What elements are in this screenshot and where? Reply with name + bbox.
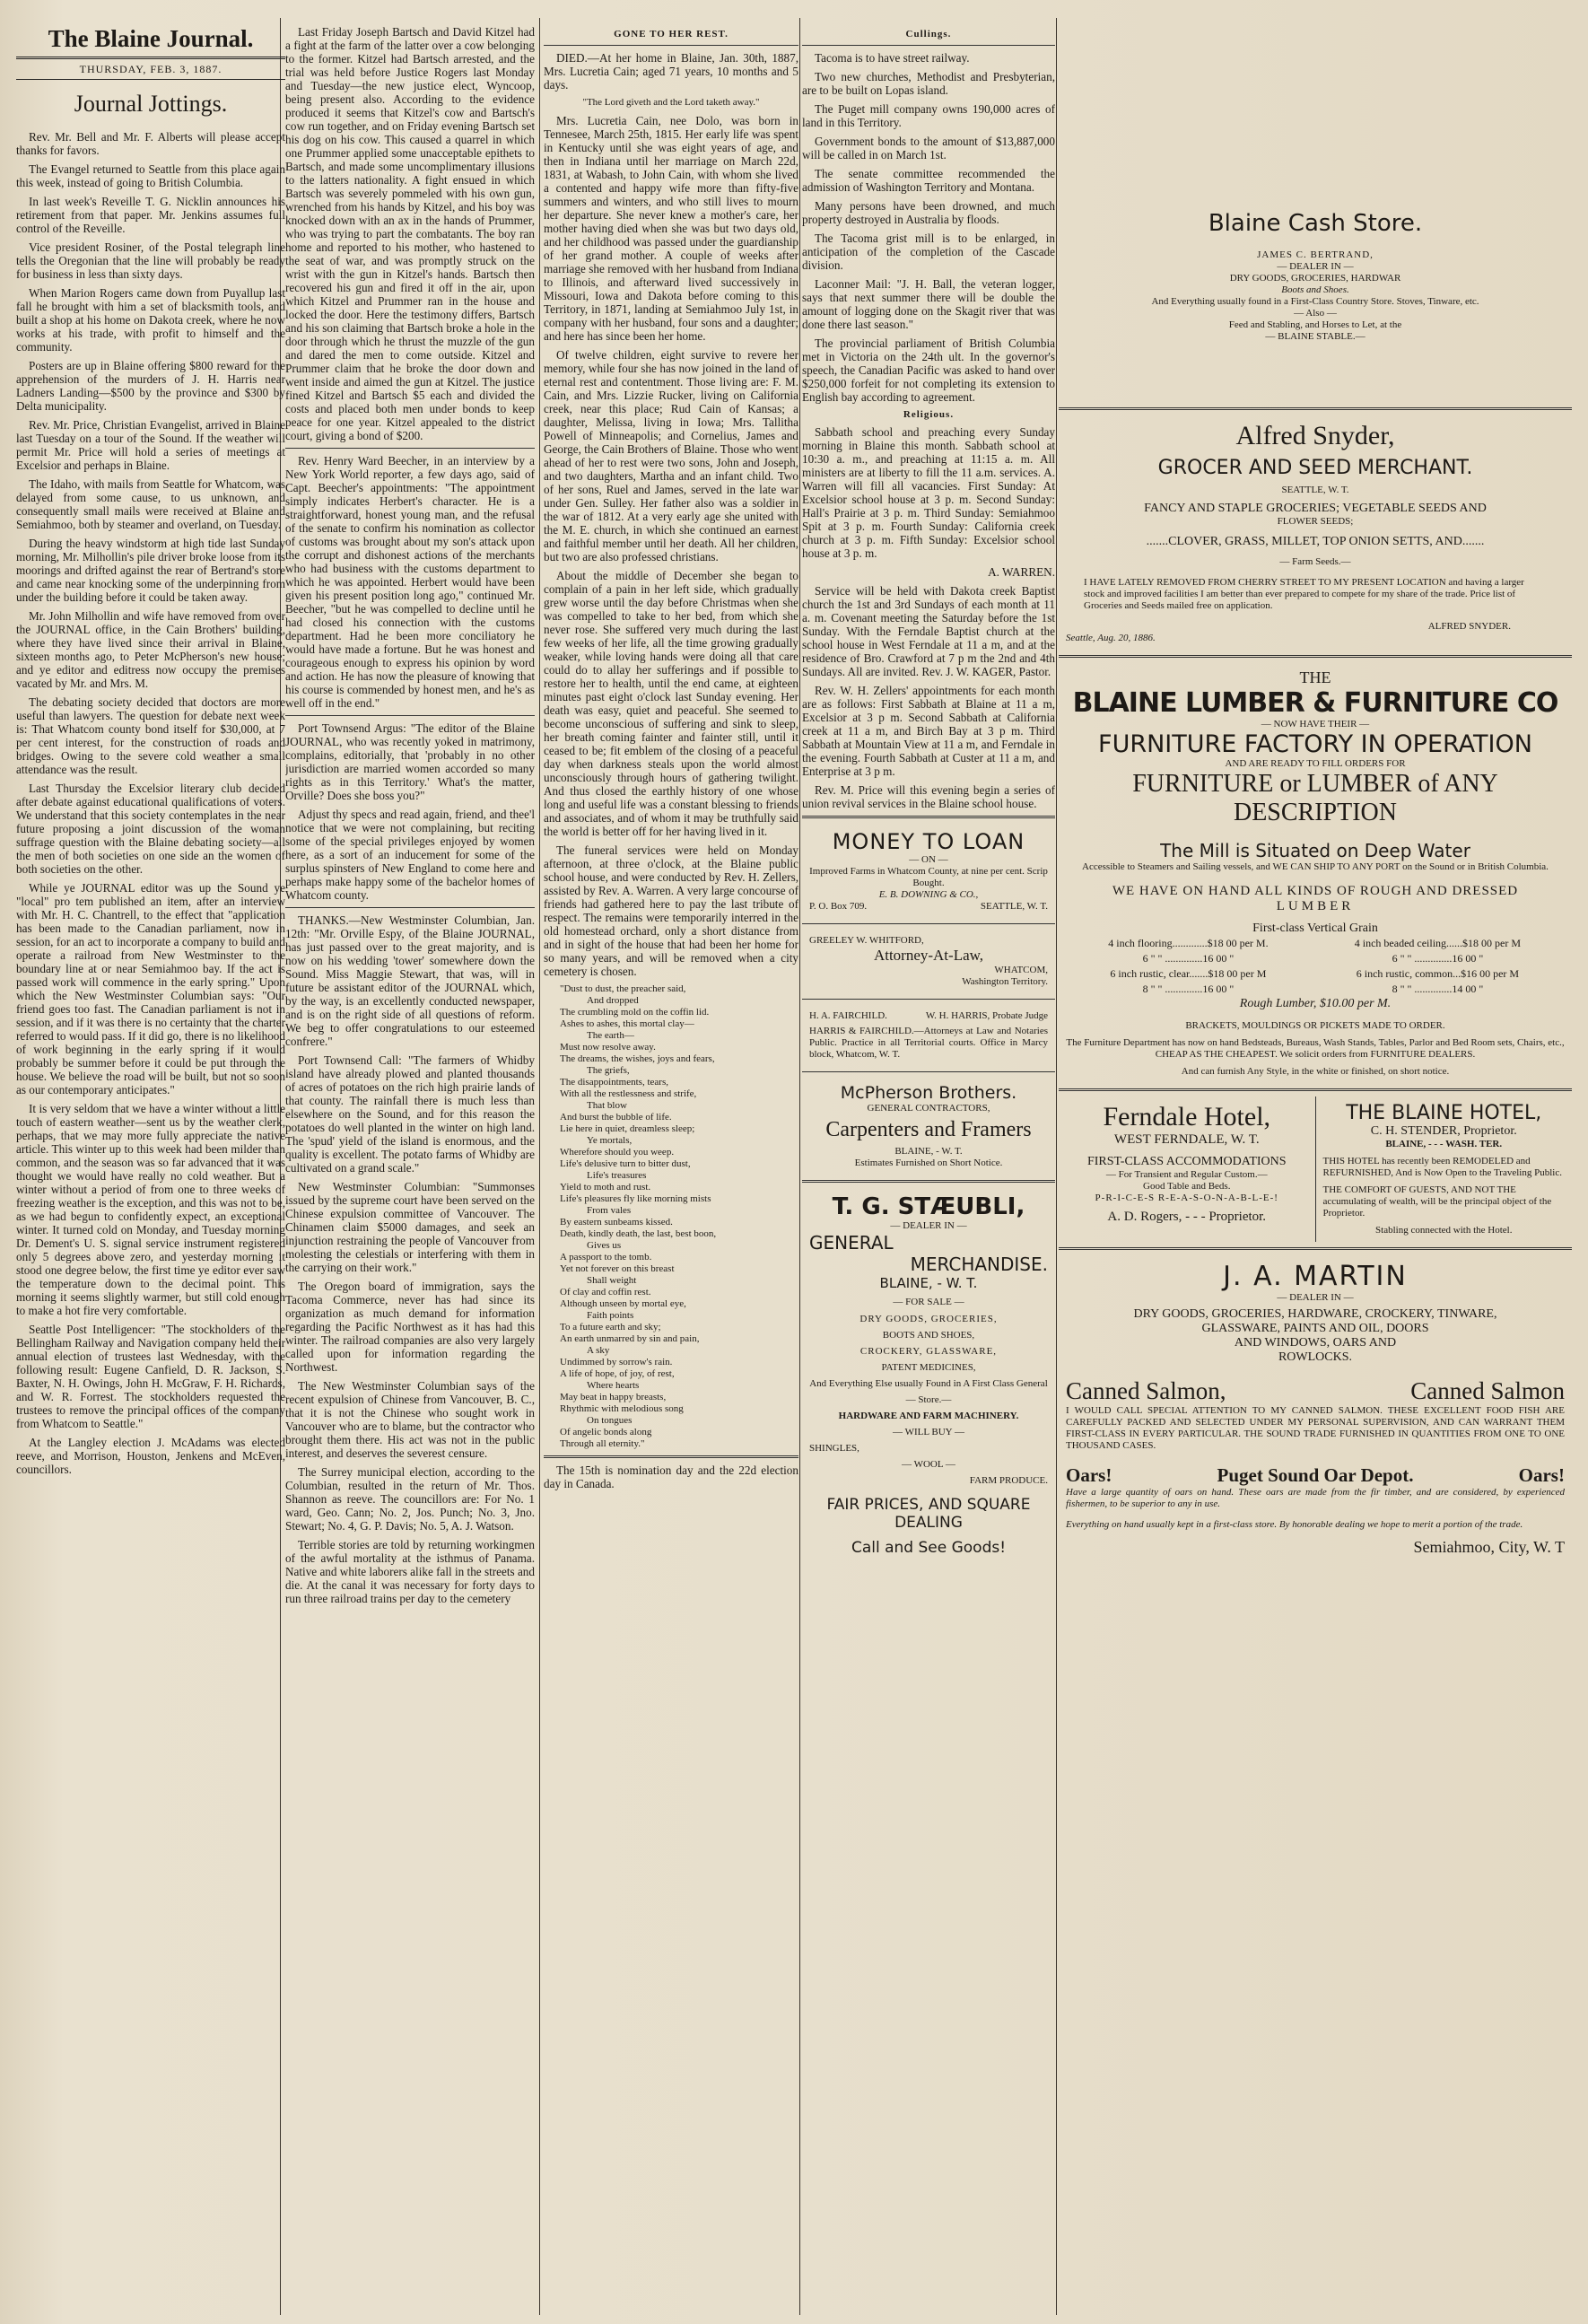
lumber-price-table: [1066, 936, 1565, 997]
cullings-heading: Cullings.: [905, 29, 952, 39]
column-rule: [799, 18, 800, 2315]
staeubli-tag: FAIR PRICES, AND SQUARE: [826, 1496, 1031, 1514]
poem-line: A sky: [587, 1345, 610, 1356]
culling: Two new churches, Methodist and Presbyterian, are to be built on Lopas island.: [802, 70, 1055, 97]
salmon-text: I WOULD CALL SPECIAL ATTENTION TO MY CANNED SALMON. THESE EXCELLENT FOOD FISH ARE CAREFULLY PACKED AND SELECTED UNDER MY PERSONAL SUPERVISION, AND CAN WARRANT THEM FIRST-CLASS IN EVERY PARTICULAR. THE SOUND TRADE FURNISHED IN QUANTITIES FROM ONE TO ONE THOUSAND CASES.: [1066, 1405, 1565, 1451]
staeubli-item: HARDWARE AND FARM MACHINERY.: [838, 1411, 1019, 1421]
religious-sign: A. WARREN.: [988, 565, 1055, 579]
poem-line: And burst the bubble of life.: [560, 1112, 672, 1123]
divider: [1059, 407, 1572, 410]
price-row: [1066, 966, 1565, 982]
item: New Westminster Columbian: "Summonses issued by the supreme court have been served on the Chinese expulsion committee of Vancouver. The Chinamen claim $5000 damages, and seek an injunction restraining the people of Vancouver from molesting the celestials or interfering with them in the carrying on their work.": [285, 1180, 535, 1274]
item: Rev. Mr. Price, Christian Evangelist, arrived in Blaine last Tuesday on a tour of the Sound. If the weather will permit Mr. Price will hold a series of meetings at Excelsior and perhaps in Blaine.: [16, 418, 285, 472]
divider: [802, 999, 1055, 1000]
mcpherson-trade: Carpenters and Framers: [825, 1118, 1032, 1141]
divider: [544, 1455, 798, 1458]
poem-line: From vales: [587, 1205, 632, 1216]
poem-line: Although unseen by mortal eye,: [560, 1298, 686, 1309]
poem-line: Life's delusive turn to bitter dust,: [560, 1158, 691, 1169]
martin-line: GLASSWARE, PAINTS AND OIL, DOORS: [1201, 1322, 1429, 1335]
loan-on: — ON —: [909, 854, 948, 865]
poem-line: A passport to the tomb.: [560, 1252, 652, 1262]
divider: [802, 923, 1055, 924]
price-row: [1066, 982, 1565, 997]
staeubli-line2: MERCHANDISE.: [910, 1254, 1048, 1275]
oars-right: Oars!: [1518, 1464, 1565, 1486]
cash-store-goods2: Boots and Shoes.: [1281, 284, 1349, 295]
obituary-para: Mrs. Lucretia Cain, nee Dolo, was born in Tennesee, March 25th, 1815. Her early life was spent in Kentucky until she was eight years of age, and then in Indiana until her marriage on March 22d, 1831, at Wabash, to John Cain, with whom she lived a contented and happy wife more than fifty-five summers and winters, and who still lives to mourn her departure. She never knew a mother's care, her mother having died when she was but two days old, and her childhood was passed under the guardianship of her grand mother. A couple of weeks after marriage she removed with her husband from Indiana to Illinois, and afterward lived successively in Missouri, Iowa and Dakota before coming to this Territory, in 1871, landing at Semiahmoo July 1st, in company with her husband, four sons and a daughter; and here has since been her home.: [544, 114, 798, 343]
lumber-grain: First-class Vertical Grain: [1252, 922, 1378, 935]
poem-line: The earth—: [587, 1030, 634, 1041]
fairchild-text: HARRIS & FAIRCHILD.—Attorneys at Law and Notaries Public. Practice in all Territorial courts. Office in Marcy block, Whatcom, W. T.: [809, 1026, 1048, 1060]
item: Port Townsend Call: "The farmers of Whidby island have already plowed and planted thousands of acres of potatoes on the rich high prairie lands of that county. The rainfall there is much less than elsewhere on the Sound, and for this reason the potatoes do well planted in the winter on high land. The 'spud' yield of the island is enormous, and the quality is excellent. The potato farms of Whidby are cultivated on a grand scale.": [285, 1053, 535, 1175]
staeubli-item: SHINGLES,: [809, 1443, 859, 1454]
mcpherson-sub: GENERAL CONTRACTORS,: [867, 1103, 990, 1114]
poem-line: To a future earth and sky;: [560, 1322, 661, 1332]
poem-line: "Dust to dust, the preacher said,: [560, 983, 686, 994]
whitford-title: Attorney-At-Law,: [873, 947, 984, 964]
cash-store-dealer: — DEALER IN —: [1277, 261, 1354, 272]
price-cell: 6 inch rustic, common...$16 00 per M: [1356, 967, 1520, 980]
cash-store-line: And Everything usually found in a First-Class Country Store. Stoves, Tinware, etc.: [1151, 296, 1479, 307]
staeubli-city: BLAINE, - W. T.: [879, 1275, 978, 1291]
item: Rev. Mr. Bell and Mr. F. Alberts will please accept thanks for favors.: [16, 130, 285, 157]
cash-store-stable: — BLAINE STABLE.—: [1265, 331, 1366, 342]
ferndale-place: WEST FERNDALE, W. T.: [1113, 1132, 1260, 1147]
column-rule: [1056, 18, 1057, 2315]
martin-line: DRY GOODS, GROCERIES, HARDWARE, CROCKERY, TINWARE,: [1133, 1307, 1497, 1321]
poem-line: The dreams, the wishes, joys and fears,: [560, 1053, 715, 1064]
ferndale-ad: [1059, 1096, 1316, 1242]
column-3: [544, 25, 798, 2311]
cash-store-goods: DRY GOODS, GROCERIES, HARDWAR: [1229, 273, 1401, 284]
poem-line: Rhythmic with melodious song: [560, 1403, 684, 1414]
culling: The senate committee recommended the admission of Washington Territory and Montana.: [802, 167, 1055, 194]
masthead-date: THURSDAY, FEB. 3, 1887.: [16, 63, 285, 80]
blaine-hotel-ad: [1316, 1096, 1573, 1242]
poem-line: That blow: [587, 1100, 627, 1111]
item: The Oregon board of immigration, says the Tacoma Commerce, never has had since its organization as much demand for information regarding the Pacific Northwest as it has had this winter. The railroad companies are also very largely called upon for information regarding the Northwest.: [285, 1280, 535, 1374]
ferndale-prices: P-R-I-C-E-S R-E-A-S-O-N-A-B-L-E-!: [1095, 1193, 1278, 1203]
masthead-title: The Blaine Journal.: [16, 25, 285, 59]
divider: [285, 448, 535, 449]
item: It is very seldom that we have a winter without a little touch of eastern weather—sent us by the weather clerk, perhaps, that we may more fully appreciate the native article. This winter up to this week had been milder than common, and the season was so far advanced that it was thought we would have really no cold weather. But a winter without a period of from one to three weeks of freezing weather is the exception, and this was not to be, as we had begun to confidently expect, an exceptional winter. It turned cold on Monday, and Tuesday morning Dr. Dement's U. S. signal service instrument registered only 5 degrees above zero, and yesterday morning it stood one degree below, the first time ye editor ever saw the temperature down to the decimal point. This morning it seems slightly warmer, but still cold enough to make a hot fire very comfortable.: [16, 1102, 285, 1317]
divider: [802, 1180, 1055, 1183]
snyder-ad: [1059, 415, 1572, 650]
poem-line: Ye mortals,: [587, 1135, 633, 1146]
poem-line: With all the restlessness and strife,: [560, 1088, 697, 1099]
culling: The Tacoma grist mill is to be enlarged, in anticipation of the completion of the Cascade division.: [802, 232, 1055, 272]
poem-line: Wherefore should you weep.: [560, 1147, 675, 1158]
poem-line: Gives us: [587, 1240, 622, 1251]
cash-store-owner: JAMES C. BERTRAND,: [1257, 249, 1374, 260]
culling: The provincial parliament of British Columbia met in Victoria on the 24th ult. In the governor's speech, the Canadian Pacific was asked to hand over $250,000 forfeit for not completing its extension to English bay according to agreement.: [802, 336, 1055, 404]
loan-box: P. O. Box 709.: [809, 901, 868, 912]
poem-line: Of angelic bonds along: [560, 1427, 652, 1437]
divider: [1059, 655, 1572, 658]
obituary-para: The funeral services were held on Monday afternoon, at three o'clock, at the Blaine public school house, and were conducted by Rev. H. Zellers, assisted by Rev. A. Warren. A very large concourse of friends had gathered here to pay the last tribute of respect. The remains were temporarily interred in the old homestead orchard, only a short distance from and in sight of the house that had been her home for so many years, and will be removed when a city cemetery is chosen.: [544, 843, 798, 978]
column-5-ads: [1059, 25, 1572, 2311]
footer-note: The 15th is nomination day and the 22d election day in Canada.: [544, 1463, 798, 1490]
religious-item: Sabbath school and preaching every Sunday morning in Blaine this month. Sabbath school at 10:30 a. m., and preaching at 11:15 a. m. All ministers are at liberty to fill the 11 a.m. services. A. Warren will fill all vacancies. First Sunday: At Excelsior school house at 3 p. m. Second Sunday: Hall's Prairie at 3 p. m. Third Sunday: Semiahmoo Spit at 3 p. m. Fourth Sunday: California creek church at 3 p. m. Fifth Sunday: Excelsior school house at 3 p. m.: [802, 425, 1055, 560]
poem-line: The crumbling mold on the coffin lid.: [560, 1007, 710, 1018]
cash-store-feed: Feed and Stabling, and Horses to Let, at the: [1228, 319, 1402, 330]
martin-name: J. A. MARTIN: [1223, 1261, 1408, 1292]
column-4: [802, 25, 1055, 2311]
religious-item: Rev. M. Price will this evening begin a series of union revival services in the Blaine school house.: [802, 783, 1055, 810]
lumber-word: LUMBER: [1276, 899, 1355, 913]
religious-item: Service will be held with Dakota creek Baptist church the 1st and 3rd Sundays of each month at 11 a. m. Covenant meeting the Saturday before the 1st Sunday. With the Ferndale Baptist church at the school house in West Ferndale at 11 a m, and at the residence of Bro. Crawford at 7 p m the 2nd and 4th Sundays. All are invited. Rev. J. W. KAGER, Pastor.: [802, 584, 1055, 678]
divider: [285, 715, 535, 716]
fairchild-left: H. A. FAIRCHILD.: [809, 1010, 887, 1021]
item: In last week's Reveille T. G. Nicklin announces his retirement from that paper. Mr. Jenkins assumes full control of the Reveille.: [16, 195, 285, 235]
whitford-city: WHATCOM,: [994, 965, 1048, 975]
fairchild-right: W. H. HARRIS, Probate Judge: [925, 1010, 1048, 1021]
lumber-now: — NOW HAVE THEIR —: [1261, 719, 1370, 730]
divider: [1059, 1088, 1572, 1091]
poem-line: Ashes to ashes, this mortal clay—: [560, 1018, 694, 1029]
item: Terrible stories are told by returning workingmen of the awful mortality at the isthmus of Panama. Native and white laborers alike fall in the streets and die. At the canal it was necessary for forty days to run three railroad trains per day to the cemetery: [285, 1538, 535, 1605]
loan-firm: E. B. DOWNING & CO.,: [878, 889, 979, 900]
obituary-para: Of twelve children, eight survive to revere her memory, while four she has now joined in the land of eternal rest and contentment. Those living are: F. M. Cain, and Mrs. Lizzie Rucker, living on California creek, near this place; Rud Cain of Kansas; a daughter, Melissa, living in Iowa; Mrs. Tallitha Powell of Minneapolis; and Cornelius, James and George, the Cain Brothers of Blaine. Those who went ahead of her to rest were two sons, John and Joseph, and two daughters, Martha and an infant child. Two of her sons, Ruel and James, served in the late war under Gen. Sulley. Her father also was a soldier in the war of 1812. At a very early age she united with the M. E. church, in which she continued an earnest and faithful member until her death. All her children, but two are also professed christians.: [544, 348, 798, 564]
staeubli-tag: DEALING: [894, 1514, 963, 1532]
divider: [802, 1071, 1055, 1072]
item: Last Friday Joseph Bartsch and David Kitzel had a fight at the farm of the latter over a cow belonging to the former. Kitzel had Bartsch arrested, and the trial was held before Justice Rogers last Monday and Tuesday—the new justice elect, Wyncoop, being present also. According to the evidence produced it seems that Kitzel's cow and Bartsch's cow run together, and on Friday evening Bartsch set his dog on his cow. This caused a quarrel in which one Prummer applied some unacceptable epithets to Bartsch, and made some uncomplimentary illusions to the latters nationality. A fight ensued in which Bartsch was severely pommeled with his own gun, wrenched from his hands by Kitzel, and his boy was knocked down with an ax in the hands of Prummer, who was trying to part the combatants. The boy ran home and reported to his mother, who hastened to the seat of war, and was promptly struck on the wrist with the gun in Kitzel's hands. Bartsch then recovered his gun and fired it off in the air, upon which Kitzel and Prummer ran in the house and locked the door. Here the testimony differs, Bartsch and his son claiming that Bartsch broke a hole in the door through which he thrust the muzzle of the gun and dared the men to come outside. Kitzel and Prummer claim that he broke the door down and went inside and aimed the gun at Kitzel. The justice fined Kitzel and Bartsch $5 each and divided the costs and placed both men under bonds to keep peace for one year. Kitzel appealed to the district court, giving a bond of $200.: [285, 25, 535, 442]
staeubli-line1: GENERAL: [809, 1232, 894, 1254]
blaine-hotel-name: THE BLAINE HOTEL,: [1346, 1102, 1542, 1124]
section-title: Journal Jottings.: [74, 91, 228, 117]
cash-store-also: — Also —: [1294, 308, 1337, 319]
price-cell: 6 " " ..............16 00 ": [1142, 952, 1235, 965]
lumber-access: Accessible to Steamers and Sailing vessels, and WE CAN SHIP TO ANY PORT on the Sound or in British Columbia.: [1082, 861, 1549, 872]
lumber-factory: FURNITURE FACTORY IN OPERATION: [1098, 730, 1532, 758]
poem-line: Death, kindly death, the last, best boon,: [560, 1228, 717, 1239]
ferndale-prop: A. D. Rogers, - - - Proprietor.: [1107, 1210, 1267, 1224]
ferndale-table: Good Table and Beds.: [1143, 1181, 1231, 1192]
staeubli-ad: [802, 1188, 1055, 1562]
divider: [1059, 1247, 1572, 1250]
divider: [802, 816, 1055, 818]
poem-line: Of clay and coffin rest.: [560, 1287, 651, 1297]
mcpherson-note: Estimates Furnished on Short Notice.: [854, 1158, 1003, 1168]
ferndale-acc: FIRST-CLASS ACCOMMODATIONS: [1086, 1155, 1287, 1168]
ferndale-transient: — For Transient and Regular Custom.—: [1105, 1169, 1268, 1180]
cash-store-ad: [1059, 205, 1572, 348]
lumber-furniture: The Furniture Department has now on hand Bedsteads, Bureaus, Wash Stands, Tables, Parlor and Bed Room sets, Chairs, etc., CHEAP AS THE CHEAPEST. We solicit orders from FURNITURE DEALERS.: [1066, 1037, 1565, 1060]
item: THANKS.—New Westminster Columbian, Jan. 12th: "Mr. Orville Espy, of the Blaine JOURNAL, has just passed over to the great majority, and is now on his wedding 'tower' somewhere down the Sound. Miss Maggie Stewart, that was, will in future be assistant editor of the JOURNAL which, by the way, is an excellently conducted newspaper, and is on the right side of all questions of reform. We beg to offer congratulations to our esteemed confrere.": [285, 913, 535, 1048]
poem-line: The griefs,: [587, 1065, 630, 1076]
poem-line: May beat in happy breasts,: [560, 1392, 667, 1402]
lumber-desc: FURNITURE or LUMBER of ANY DESCRIPTION: [1132, 770, 1498, 826]
snyder-city: SEATTLE, W. T.: [1281, 485, 1349, 495]
item: Vice president Rosiner, of the Postal telegraph line tells the Oregonian that the line will probably be ready for business in less than sixty days.: [16, 240, 285, 281]
martin-line: ROWLOCKS.: [1278, 1350, 1353, 1364]
divider: [802, 45, 1055, 46]
snyder-line4: — Farm Seeds.—: [1279, 556, 1351, 567]
lumber-style: And can furnish Any Style, in the white or finished, on short notice.: [1181, 1066, 1450, 1077]
oars-mid: Puget Sound Oar Depot.: [1217, 1464, 1414, 1486]
culling: The Puget mill company owns 190,000 acres of land in this Territory.: [802, 102, 1055, 129]
martin-ad: [1059, 1255, 1572, 1562]
item: Last Thursday the Excelsior literary club decided after debate against educational qualifications of voters. We understand that this society contemplates in the near future proposing a joint discussion of the woman suffrage question with the Blaine debating society—all the men of both societies on one side an the women of both societies on the other.: [16, 782, 285, 876]
column-1: [16, 25, 285, 2311]
staeubli-item: And Everything Else usually Found in A First Class General: [809, 1378, 1048, 1389]
column-2: [285, 25, 535, 2311]
lumber-name: BLAINE LUMBER & FURNITURE CO: [1072, 687, 1558, 719]
mcpherson-ad: [802, 1078, 1055, 1175]
martin-everything: Everything on hand usually kept in a first-class store. By honorable dealing we hope to merit a portion of the trade.: [1066, 1519, 1523, 1530]
blaine-hotel-note: THIS HOTEL has recently been REMODELED and REFURNISHED, And is Now Open to the Traveling Public.: [1322, 1156, 1562, 1178]
culling: Many persons have been drowned, and much property destroyed in Australia by floods.: [802, 199, 1055, 226]
whitford-territory: Washington Territory.: [962, 976, 1048, 987]
poem-line: Lie here in quiet, dreamless sleep;: [560, 1123, 695, 1134]
culling: Laconner Mail: "J. H. Ball, the veteran logger, says that next summer there will be double the amount of logging done on the Skagit river that was done there last season.": [802, 277, 1055, 331]
item: While ye JOURNAL editor was up the Sound ye "local" pro tem published an item, after an interview with Mr. H. C. Chantrell, to the effect that "application has been made to the Canadian parliament, now in session, for an act to incorporate a company to build and operate a railroad from New Westminster to the boundary line at or near Semiahmoo bay. If the act is passed work will commence in the early spring." Upon which the New Westminster Columbian says: "Our friend goes too fast. The Canadian parliament is not in session, and if it was there is no certainty that the charter referred to would pass. If it did go, there is no likelihood of work beginning in the early spring if it would probably be summer before it could be put through the house. We believe the road will be built, but not so soon as our contemporary anticipates.": [16, 881, 285, 1096]
blaine-hotel-prop: C. H. STENDER, Proprietor.: [1370, 1124, 1517, 1138]
poem-line: Where hearts: [587, 1380, 640, 1391]
snyder-line3: .......CLOVER, GRASS, MILLET, TOP ONION SETTS, AND.......: [1146, 535, 1485, 548]
poem-line: Undimmed by sorrow's rain.: [560, 1357, 673, 1367]
item: Posters are up in Blaine offering $800 reward for the apprehension of the murders of J. H. Harris near Ladners Landing—$500 by the province and $300 by Delta municipality.: [16, 359, 285, 413]
loan-line: Improved Farms in Whatcom County, at nine per cent. Scrip Bought.: [809, 866, 1048, 888]
price-cell: 8 " " ..............16 00 ": [1142, 983, 1235, 995]
item: At the Langley election J. McAdams was elected reeve, and Morrison, Houston, Jenkens and McEven, councillors.: [16, 1436, 285, 1476]
staeubli-item: — WOOL —: [902, 1459, 955, 1470]
lumber-the: THE: [1299, 668, 1331, 686]
loan-city: SEATTLE, W. T.: [980, 901, 1048, 912]
religious-heading: Religious.: [903, 409, 955, 420]
poem-line: And dropped: [587, 995, 639, 1006]
snyder-name: Alfred Snyder,: [1235, 421, 1395, 450]
whitford-ad: [802, 930, 1055, 993]
lumber-hand: WE HAVE ON HAND ALL KINDS OF ROUGH AND DRESSED: [1112, 884, 1519, 898]
item: The debating society decided that doctors are more useful than lawyers. The question for debate next week is: That Whatcom county bond itself for $30,000, at 7 per cent interest, for the construction of roads and bridges. Owing to the severe cold weather a small attendance was the result.: [16, 695, 285, 776]
item: The New Westminster Columbian says of the recent expulsion of Chinese from Vancouver, B. C., that it is not the Chinese who sought work in Vancouver who are to blame, but the contractor who brought them there. His act was not in the public interest, and deserves the severest censure.: [285, 1379, 535, 1460]
snyder-title: GROCER AND SEED MERCHANT.: [1157, 457, 1473, 479]
divider: [285, 907, 535, 908]
poem-line: Faith points: [587, 1310, 634, 1321]
poem: [544, 983, 798, 1450]
price-cell: 4 inch beaded ceiling......$18 00 per M: [1354, 937, 1522, 949]
snyder-line1: FANCY AND STAPLE GROCERIES; VEGETABLE SEEDS AND: [1144, 502, 1487, 515]
snyder-date: Seattle, Aug. 20, 1886.: [1066, 633, 1156, 643]
poem-line: Must now resolve away.: [560, 1042, 656, 1053]
martin-line: AND WINDOWS, OARS AND: [1234, 1336, 1397, 1350]
blaine-hotel-stable: Stabling connected with the Hotel.: [1375, 1225, 1513, 1236]
item: Seattle Post Intelligencer: "The stockholders of the Bellingham Railway and Navigation company held their annual election of trustees last Wednesday, with the following result: Eugene Canfield, D. R. Jackson, S. Baxter, N. H. Owings, John H. McGraw, F. H. Richards, and W. R. Forrest. The stockholders requested the trustees to remove the principal offices of the company from Whatcom to Seattle.": [16, 1323, 285, 1430]
loan-title: MONEY TO LOAN: [832, 829, 1025, 854]
item: Port Townsend Argus: "The editor of the Blaine JOURNAL, who was recently yoked in matrimony, complains, editorially, that 'probably in no other jurisdiction are married women accorded so many rights as in this Territory.' What's the matter, Orville? Does she boss you?": [285, 721, 535, 802]
poem-line: An earth unmarred by sin and pain,: [560, 1333, 700, 1344]
snyder-sign: ALFRED SNYDER.: [1427, 621, 1511, 632]
col1-body: [16, 130, 285, 1476]
lumber-brackets: BRACKETS, MOULDINGS OR PICKETS MADE TO ORDER.: [1185, 1020, 1445, 1031]
poem-line: On tongues: [587, 1415, 633, 1426]
religious-item: Rev. W. H. Zellers' appointments for each month are as follows: First Sabbath at Blaine at 11 a m, Excelsior at 3 p m. Second Sabbath at California creek at 11 a m, and Birch Bay at 3 p m. Third Sabbath at Mountain View at 11 a m, and Ferndale in the evening. Fourth Sabbath at Custer at 11 a m, and Enterprise at 3 p m.: [802, 684, 1055, 778]
fairchild-ad: [802, 1005, 1055, 1066]
staeubli-dealer: — DEALER IN —: [890, 1220, 967, 1231]
culling: Tacoma is to have street railway.: [815, 51, 970, 65]
price-cell: 6 " " ..............16 00 ": [1392, 952, 1484, 965]
blaine-hotel-city: BLAINE, - - - WASH. TER.: [1385, 1139, 1503, 1149]
staeubli-tag: Call and See Goods!: [851, 1539, 1007, 1557]
oars-left: Oars!: [1066, 1464, 1112, 1486]
lumber-mill: The Mill is Situated on Deep Water: [1160, 840, 1470, 861]
obituary-para: About the middle of December she began to complain of a pain in her left side, which gradually grew worse until the day before Christmas when she was compelled to take to her bed, from which she never rose. She suffered very much during the last few weeks of her life, all the time growing gradually weaker, while loving hands were doing all that care could do to allay her sufferings and if possible to restore her to health, until the end came, at eighteen minutes past eight o'clock last Sunday evening. Her death was easy, quiet and peaceful. She seemed to become unconscious of suffering and sink to sleep, her breath coming fainter and fainter still, until it ceased to be; fit emblem of the closing of a peaceful day when darkness steals upon the world almost unconsciously through hours of gathering twilight. And thus closed the earthly history of one whose long and useful life was a constant blessing to friends and associates, and of whom it may be truthfully said the world is better off for her having lived in it.: [544, 569, 798, 838]
obituary-quote: "The Lord giveth and the Lord taketh away.": [582, 97, 760, 108]
item: Rev. Henry Ward Beecher, in an interview by a New York World reporter, a few days ago, said of Capt. Beecher's appointments: "The appointment simply indicates Herbert's character. He is a straightforward, honest young man, and the refusal of the senate to confirm his nomination as collector of customs was brought about my son's attack upon the corrupt and dishonest actions of the merchants who had business with the customs department to which he was appointed. Herbert would have been given his present position long ago," continued Mr. Beecher, "but he was compelled to decline until he had closed his connection with the customs department. Had he been more conciliatory he would have made a fortune. But he was honest and courageous enough to express his opinion by word and action. He has now the pleasure of knowing that his course is commended by honest men, and he's as well off in the end.": [285, 454, 535, 710]
staeubli-item: PATENT MEDICINES,: [881, 1362, 976, 1373]
staeubli-name: T. G. STÆUBLI,: [832, 1193, 1025, 1220]
price-row: [1066, 951, 1565, 966]
staeubli-item: — Store.—: [905, 1394, 952, 1405]
blaine-hotel-note: THE COMFORT OF GUESTS, AND NOT THE accumulating of wealth, will be the principal object of the Proprietor.: [1322, 1184, 1552, 1219]
item: The Evangel returned to Seattle from this place again this week, instead of going to British Columbia.: [16, 162, 285, 189]
price-cell: 4 inch flooring.............$18 00 per M.: [1108, 937, 1269, 949]
snyder-notice: I HAVE LATELY REMOVED FROM CHERRY STREET TO MY PRESENT LOCATION and having a larger stock and improved facilities I am better than ever prepared to compete for my share of the trade. Price list of Groceries and Seeds mailed free on application.: [1084, 577, 1524, 611]
poem-line: By eastern sunbeams kissed.: [560, 1217, 673, 1228]
poem-line: Through all eternity.": [560, 1438, 645, 1449]
staeubli-item: DRY GOODS, GROCERIES,: [859, 1314, 998, 1324]
column-rule: [539, 18, 540, 2315]
whitford-name: GREELEY W. WHITFORD,: [809, 935, 924, 946]
poem-line: Shall weight: [587, 1275, 637, 1286]
loan-ad: [802, 824, 1055, 918]
item: When Marion Rogers came down from Puyallup last fall he brought with him a set of blacksmith tools, and built a shop at his home on Dakota creek, where he now works at his trade, with profit to himself and the community.: [16, 286, 285, 354]
cash-store-title: Blaine Cash Store.: [1208, 210, 1423, 237]
staeubli-item: CROCKERY, GLASSWARE,: [859, 1346, 998, 1357]
lumber-ad: [1059, 663, 1572, 1083]
price-row: [1066, 936, 1565, 951]
lumber-rough: Rough Lumber, $10.00 per M.: [1239, 997, 1392, 1010]
martin-dealer: — DEALER IN —: [1277, 1292, 1354, 1303]
lumber-ready: AND ARE READY TO FILL ORDERS FOR: [1225, 758, 1406, 769]
obituary-para: DIED.—At her home in Blaine, Jan. 30th, 1887, Mrs. Lucretia Cain; aged 71 years, 10 months and 5 days.: [544, 51, 798, 92]
oars-text: Have a large quantity of oars on hand. These oars are made from the fir timber, and are considered, by experienced fishermen, to be superior to any in use.: [1066, 1487, 1565, 1509]
obituary-heading: GONE TO HER REST.: [614, 29, 729, 39]
poem-line: Life's pleasures fly like morning mists: [560, 1193, 711, 1204]
staeubli-forsale: — FOR SALE —: [893, 1297, 964, 1307]
hotels-row: [1059, 1096, 1572, 1242]
mcpherson-city: BLAINE, - W. T.: [894, 1146, 963, 1157]
poem-line: A life of hope, of joy, of rest,: [560, 1368, 675, 1379]
price-cell: 6 inch rustic, clear.......$18 00 per M: [1110, 967, 1267, 980]
item: The Surrey municipal election, according to the Columbian, resulted in the return of Mr. Thos. Shannon as reeve. The councillors are: For No. 1 ward, Geo. Cann; No. 2, Jos. Punch; No. 3, Jno. Stewart; No. 4, G. P. Davis; No. 5, A. J. Watson.: [285, 1465, 535, 1533]
salmon-left: Canned Salmon,: [1066, 1377, 1226, 1404]
salmon-right: Canned Salmon: [1410, 1377, 1565, 1404]
item: Mr. John Milhollin and wife have removed from over the JOURNAL office, in the Cain Brothers' building, where they have lived since their arrival in Blaine, sixteen months ago, to Peter McPherson's new house; and ye editor and editress now occupy the premises vacated by Mr. and Mrs. M.: [16, 609, 285, 690]
poem-line: Yet not forever on this breast: [560, 1263, 675, 1274]
poem-line: Yield to moth and rust.: [560, 1182, 651, 1193]
ferndale-name: Ferndale Hotel,: [1103, 1102, 1271, 1131]
staeubli-item: FARM PRODUCE.: [969, 1475, 1048, 1486]
staeubli-item: — WILL BUY —: [893, 1427, 964, 1437]
martin-city: Semiahmoo, City, W. T: [1413, 1538, 1565, 1556]
item: Adjust thy specs and read again, friend, and thee'l notice that we were not complaining, but reciting some of the special privileges enjoyed by women here, as a sort of an inducement for some of the surplus spinsters of New England to come here and perhaps make happy some of the bachelor homes of Whatcom county.: [285, 808, 535, 902]
item: During the heavy windstorm at high tide last Sunday morning, Mr. Milhollin's pile driver broke loose from its moorings and drifted against the rear of Bertrand's store and came near knocking some of the underpinning from under the building before it could be taken away.: [16, 537, 285, 604]
price-cell: 8 " " ..............14 00 ": [1392, 983, 1484, 995]
divider: [544, 45, 798, 46]
culling: Government bonds to the amount of $13,887,000 will be called in on March 1st.: [802, 135, 1055, 162]
item: The Idaho, with mails from Seattle for Whatcom, was delayed from some cause, to us unknown, and consequently small mails were received at Blaine and Semiahmoo, both by steamer and overland, on Tuesday.: [16, 477, 285, 531]
staeubli-item: BOOTS AND SHOES,: [882, 1330, 975, 1341]
mcpherson-title: McPherson Brothers.: [840, 1083, 1017, 1103]
poem-line: The disappointments, tears,: [560, 1077, 668, 1088]
snyder-line2: FLOWER SEEDS;: [1277, 516, 1354, 527]
poem-line: Life's treasures: [587, 1170, 647, 1181]
